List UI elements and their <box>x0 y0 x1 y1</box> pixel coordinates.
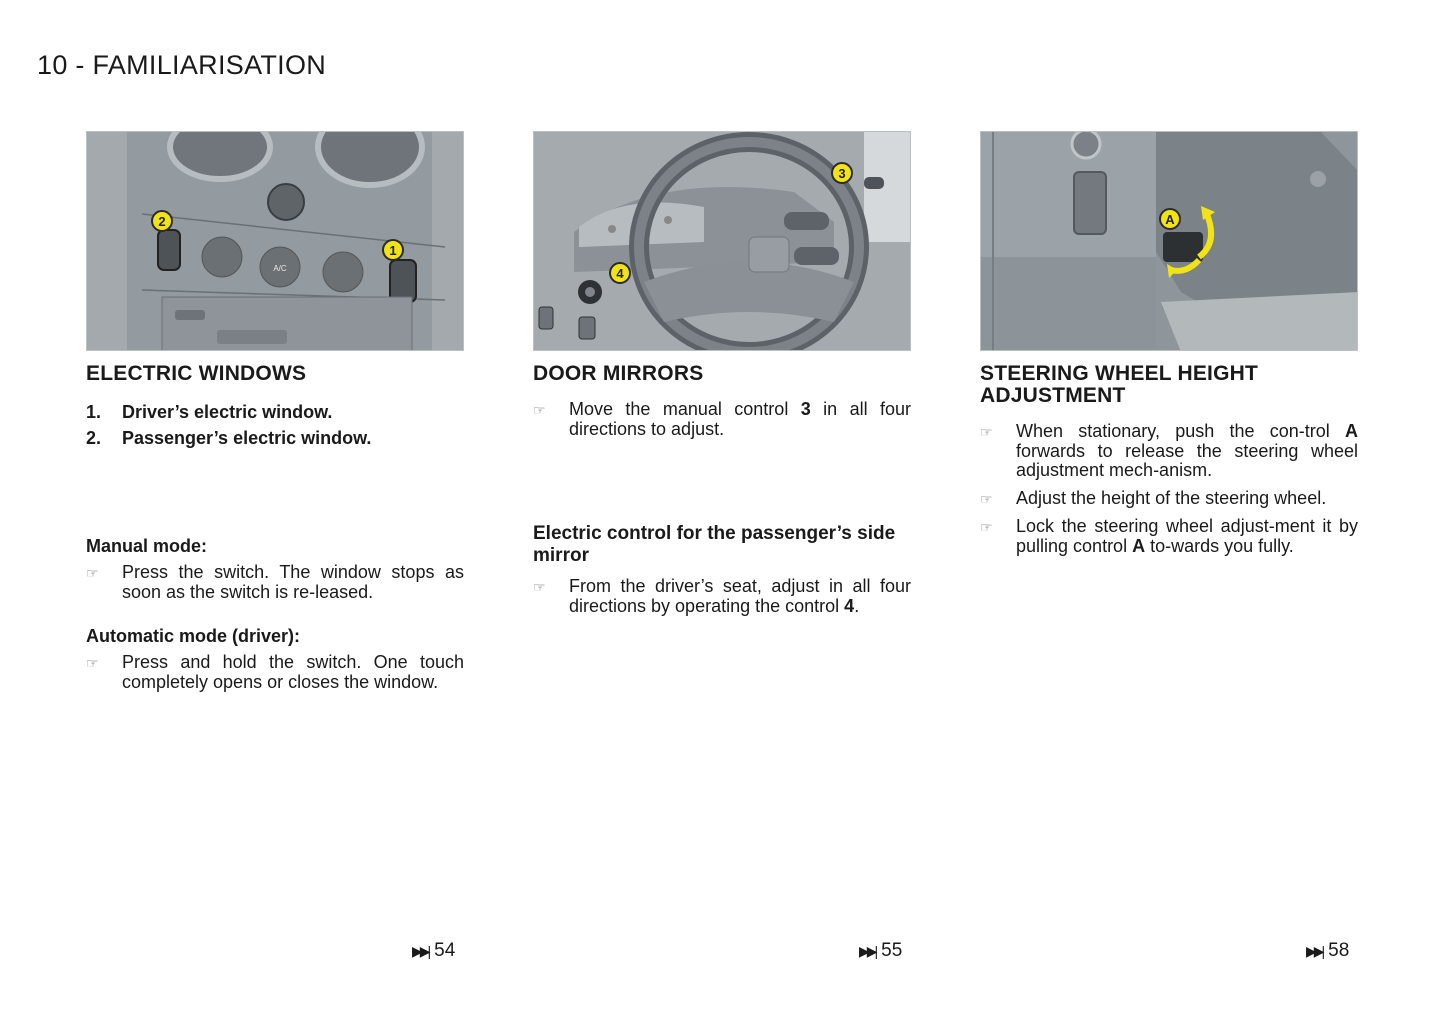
steering-wheel-illustration <box>534 132 911 351</box>
page-ref-55[interactable] <box>859 940 902 962</box>
bullet-text <box>569 577 911 616</box>
callout-2: 2 <box>151 210 173 232</box>
bullet-text: Press and hold the switch. One touch completely opens or closes the window. <box>122 652 464 692</box>
control-ref: A <box>1132 535 1146 556</box>
bullet-text <box>1016 517 1358 556</box>
text-run: Adjust the height of the steering wheel. <box>1016 487 1327 508</box>
figure-centre-console <box>86 131 464 351</box>
control-ref: 3 <box>800 399 811 419</box>
fast-forward-icon: ▶▶| <box>1306 942 1323 959</box>
text-run: Lock the steering wheel adjust-ment it by pulling control <box>1016 516 1358 556</box>
section-steering-height <box>980 131 1358 556</box>
pointing-hand-icon: ☞ <box>533 402 546 418</box>
bullet-text <box>1016 422 1358 481</box>
bullet-paragraph <box>980 489 1358 510</box>
bullet-paragraph <box>533 577 911 616</box>
bullet-paragraph <box>86 653 464 692</box>
heading-steering-height: STEERING WHEEL HEIGHT ADJUSTMENT <box>980 362 1258 407</box>
ac-button-label: A/C <box>273 264 287 273</box>
control-ref: A <box>1345 421 1358 441</box>
section-electric-windows <box>86 131 464 692</box>
text-run: to-wards you fully. <box>1145 535 1294 556</box>
fast-forward-icon: ▶▶| <box>412 942 429 959</box>
pointing-hand-icon: ☞ <box>533 579 546 595</box>
pointing-hand-icon: ☞ <box>980 490 993 507</box>
list-item <box>86 399 464 425</box>
item-label: Passenger’s electric window. <box>122 428 372 448</box>
subheading-manual-mode: Manual mode: <box>86 536 208 556</box>
pointing-hand-icon: ☞ <box>980 519 993 535</box>
manual-mode-section <box>86 536 464 602</box>
pointing-hand-icon: ☞ <box>86 655 99 671</box>
text-run: Move the manual control <box>569 399 801 419</box>
item-number: 2. <box>86 428 102 448</box>
subheading-passenger-mirror: Electric control for the passenger’s side mirror <box>533 523 896 566</box>
text-run: From the driver’s seat, adjust in all four directions by operating the control <box>569 576 911 616</box>
callout-1: 1 <box>382 239 404 261</box>
section-door-mirrors <box>533 131 911 616</box>
control-ref: 4 <box>844 595 855 616</box>
heading-electric-windows: ELECTRIC WINDOWS <box>86 362 307 385</box>
console-illustration <box>87 132 464 351</box>
item-number: 1. <box>86 402 102 422</box>
bullet-text: Press the switch. The window stops as soon as the switch is re-leased. <box>122 562 464 602</box>
callout-a: A <box>1159 208 1181 230</box>
callout-3: 3 <box>831 162 853 184</box>
pointing-hand-icon: ☞ <box>980 424 993 440</box>
subheading-automatic-mode: Automatic mode (driver): <box>86 626 301 646</box>
bullet-paragraph <box>86 563 464 602</box>
page-ref-number: 58 <box>1328 940 1350 961</box>
text-run: When stationary, push the con-trol <box>1016 421 1345 441</box>
page-ref-number: 55 <box>881 940 903 961</box>
page-ref-number: 54 <box>434 940 456 961</box>
bullet-paragraph <box>980 517 1358 556</box>
numbered-list <box>86 399 464 451</box>
bullet-paragraph <box>533 400 911 439</box>
pointing-hand-icon: ☞ <box>86 565 99 581</box>
bullet-text <box>1016 489 1358 510</box>
bullet-text <box>569 400 911 439</box>
bullet-paragraph <box>980 422 1358 481</box>
item-label: Driver’s electric window. <box>122 402 333 422</box>
page-ref-58[interactable] <box>1306 940 1349 962</box>
figure-steering-wheel <box>533 131 911 351</box>
page-title: 10 - FAMILIARISATION <box>37 50 327 80</box>
text-run: forwards to release the steering wheel adjustment mech-anism. <box>1016 440 1358 480</box>
page-ref-54[interactable] <box>412 940 455 962</box>
fast-forward-icon: ▶▶| <box>859 942 876 959</box>
steering-column-illustration <box>981 132 1358 351</box>
automatic-mode-section <box>86 626 464 692</box>
callout-4: 4 <box>609 262 631 284</box>
heading-door-mirrors: DOOR MIRRORS <box>533 362 704 385</box>
list-item <box>86 425 464 451</box>
figure-steering-column <box>980 131 1358 351</box>
text-run: in all four directions to adjust. <box>569 399 912 439</box>
text-run: . <box>854 595 860 616</box>
